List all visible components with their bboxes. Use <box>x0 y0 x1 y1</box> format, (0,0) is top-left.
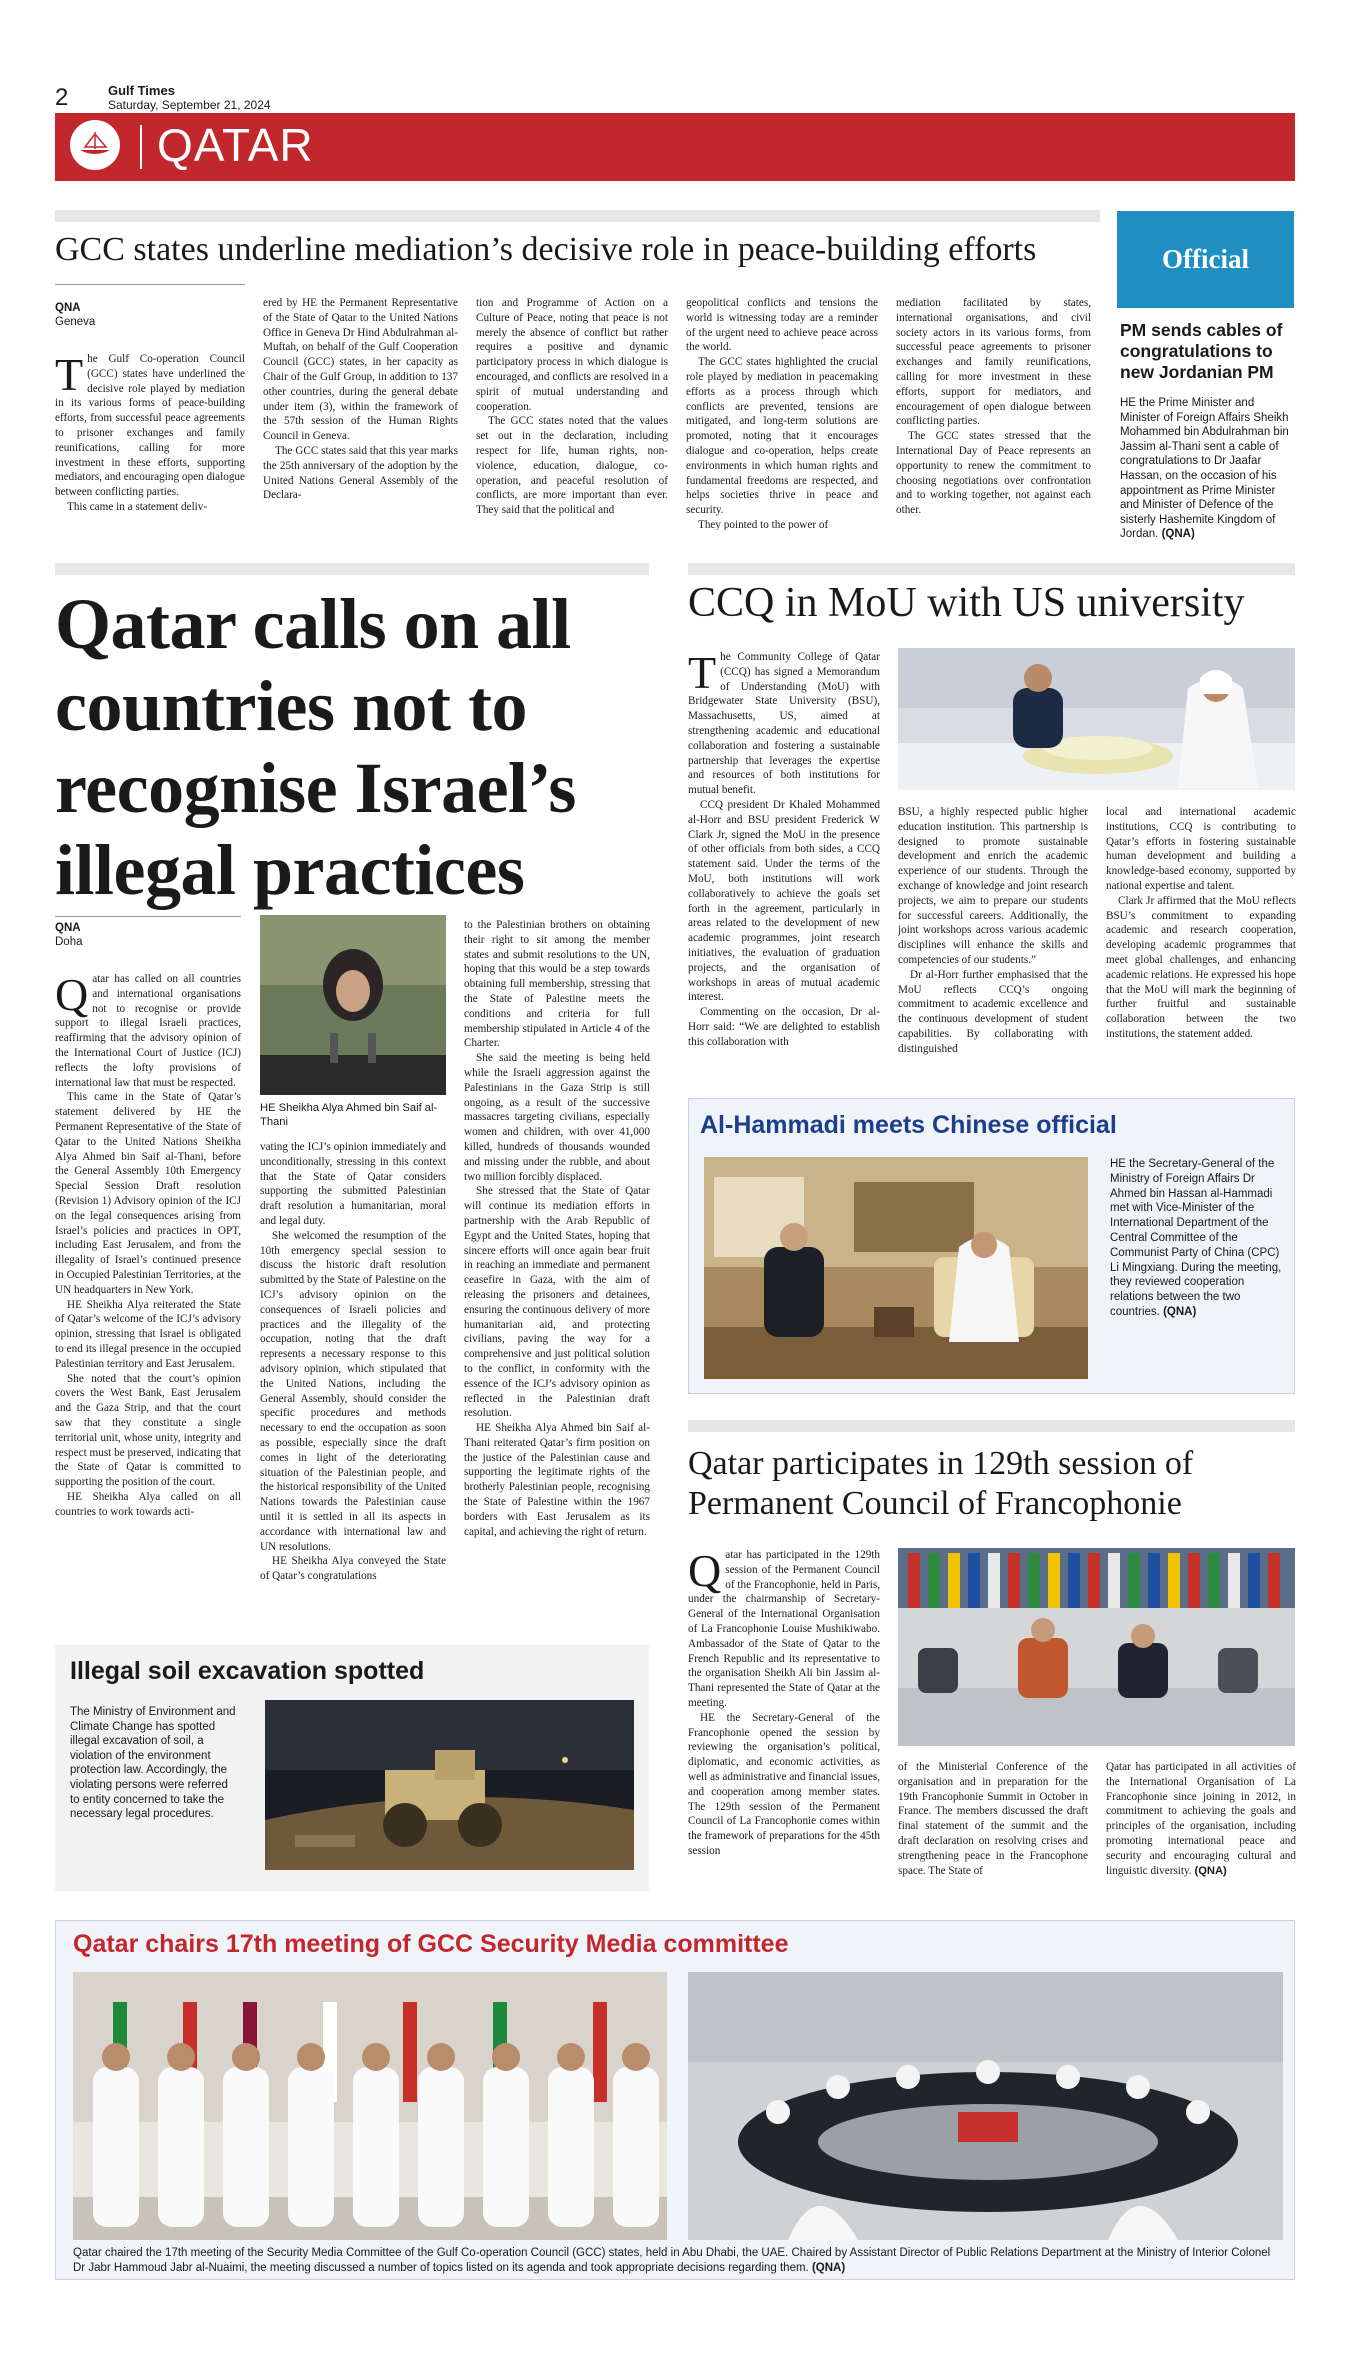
israel-col3-p1: to the Palestinian brothers on obtaining their right to sit among the member states and submit resolutions to the UN, hoping that this would be a step towards obtaining full membership, stressing that the State of Palestine meets the conditions and criteria for full membership stipulated in Article 4 of the Charter. <box>464 919 650 1050</box>
gcc-column-5 <box>896 296 1091 530</box>
story-rule <box>688 1420 1295 1432</box>
israel-col1-p4: She noted that the court’s opinion covers the West Bank, East Jerusalem and the Gaza Strip, and that the court saw that they constitute a single territorial unit, whose unity, integrity and respect must be preserved, indicating that the State of Qatar is committed to supporting the position of the court. <box>55 1372 241 1489</box>
israel-col1-p2: This came in the State of Qatar’s statement delivered by HE the Permanent Representative of the State of Qatar to the United Nations Sheikha Alya Ahmed bin Saif al-Thani, before the General Assembly 10th Emergency Special Session Draft resolution (Revision 1) Advisory opinion of the ICJ on the legal consequences arising from Israel’s policies and practices in OPT, including East Jerusalem, and from the illegality of Israel’s continued presence in Occupied Palestinian Territories, at the UN headquarters in New York. <box>55 1091 241 1296</box>
byline-agency: QNA <box>55 922 81 934</box>
gcc-col5-p1: mediation facilitated by states, international organisations, and civil society actors in its various forms, from successful peace agreements to prisoner exchanges and family reunifications, calling for more investment in these efforts, support for mediators, and encouragement of open dialogue between conflicting parties. <box>896 297 1091 428</box>
ccq-col2-p2: Dr al-Horr further emphasised that the MoU reflects CCQ’s ongoing commitment to academic excellence and the continuous development of student capabilities. By collaborating with distinguished <box>898 968 1088 1055</box>
gcc-column-3 <box>476 296 668 530</box>
page-number: 2 <box>55 84 69 111</box>
franco-column-3 <box>1106 1760 1296 1888</box>
gcc-col3-p2: The GCC states noted that the values set out in the declaration, including respect for life, human rights, non-violence, education, dialogue, co-operation, and peaceful resolution of conflicts, are more important than ever. They said that the political and <box>476 415 668 517</box>
hammadi-caption-text: HE the Secretary-General of the Ministry of Foreign Affairs Dr Ahmed bin Hassan al-Hammadi met with Vice-Minister of the International Department of the Central Committee of the Communist Party of China (CPC) Li Mingxiang. During the meeting, they reviewed cooperation relations between the two countries. <box>1110 1158 1282 1318</box>
israel-col3-p4: HE Sheikha Alya Ahmed bin Saif al-Thani reiterated Qatar’s firm position on the justice of the Palestinian cause and supporting the legitimate rights of the brotherly Palestinian people, recognising the State of Palestine within the 1967 borders with East Jerusalem as its capital, and achieving the right of return. <box>464 1422 650 1538</box>
gcc-column-4 <box>686 296 878 530</box>
franco-headline: Qatar participates in 129th session of Permanent Council of Francophonie <box>688 1445 1194 1522</box>
gcc-media-group-photo <box>73 1972 667 2240</box>
franco-column-1 <box>688 1548 880 1888</box>
story-rule <box>55 563 649 575</box>
israel-col1-p1: Qatar has called on all countries and international organisations not to recognise or provide support to illegal Israeli practices, reaffirming that the advisory opinion of the International Court of Justice (ICJ) reflects the lofty provisions of international law that must be respected. <box>55 972 241 1089</box>
israel-col1-p3: HE Sheikha Alya reiterated the State of Qatar’s welcome of the ICJ’s advisory opinion, stressing that Israel is obligated to end its illegal presence in the occupied Palestinian territory and East Jerusalem. <box>55 1298 241 1370</box>
official-credit: (QNA) <box>1161 528 1195 541</box>
byline-agency: QNA <box>55 302 81 314</box>
franco-col3-text: Qatar has participated in all activities of the International Organisation of La Francophonie since joining in 2012, in commitment to achieving the goals and principles of the organisation, including promoting international peace and security and encouraging cultural and linguistic diversity. <box>1106 1761 1296 1877</box>
gcc-column-1 <box>55 352 245 530</box>
dhow-logo-icon <box>70 120 120 170</box>
section-title: QATAR <box>157 119 314 171</box>
franco-column-2 <box>898 1760 1088 1888</box>
israel-byline <box>55 921 83 949</box>
paper-name: Gulf Times <box>108 83 175 98</box>
israel-headline: Qatar calls on all countries not to recognise Israel’s illegal practices <box>55 584 576 910</box>
official-headline: PM sends cables of congratulations to new Jordanian PM <box>1120 320 1283 382</box>
gcc-col1-p2: This came in a statement deliv- <box>67 500 208 513</box>
gcc-col4-p2: The GCC states highlighted the crucial role played by mediation in peacemaking efforts as a process through which conflicts are prevented, tensions are mitigated, and long-term solutions are promoted, noting that it encourages dialogue and co-operation, helps create environments in which human rights and fundamental freedoms are respected, and helps societies thrive in peace and security. <box>686 356 878 517</box>
franco-credit: (QNA) <box>1194 1864 1227 1877</box>
hammadi-caption <box>1110 1157 1285 1320</box>
ccq-col1-p3: Commenting on the occasion, Dr al-Horr said: “We are delighted to establish this collaboration with <box>688 1006 880 1048</box>
ccq-signing-photo <box>898 648 1295 790</box>
paper-date: Saturday, September 21, 2024 <box>108 98 271 112</box>
israel-col2-p1: vating the ICJ’s opinion immediately and unconditionally, stressing in this context that the State of Qatar considers supporting the submitted Palestinian draft resolution a humanitarian, moral and legal duty. <box>260 1141 446 1227</box>
gcc-col5-p2: The GCC states stressed that the International Day of Peace represents an opportunity to renew the commitment to choosing negotiations over confrontation and to working together, not against each other. <box>896 430 1091 517</box>
ccq-column-1 <box>688 650 880 1070</box>
ccq-col1-p2: CCQ president Dr Khaled Mohammed al-Horr and BSU president Frederick W Clark Jr, signed the MoU in the presence of other officials from both sides, a CCQ statement said. Under the terms of the MoU, both institutions will work collaboratively to achieve the goals set forth in the agreement, particularly in areas related to the development of new academic programmes, joint research initiatives, the evaluation of graduation projects, and the organisation of workshops in areas of mutual academic interest. <box>688 798 880 1004</box>
soil-headline: Illegal soil excavation spotted <box>70 1657 425 1685</box>
ccq-col3-p2: Clark Jr affirmed that the MoU reflects BSU’s commitment to expanding academic and research cooperation, developing academic programmes that meet global challenges, and enhancing academic relations. He expressed his hope that the MoU will mark the beginning of further fruitful and sustainable collaboration between the two institutions, the statement added. <box>1106 894 1296 1040</box>
israel-col2-p2: She welcomed the resumption of the 10th emergency special session to discuss the historic draft resolution submitted by the State of Palestine on the ICJ’s advisory opinion on the consequences of Israeli policies and practices and the illegality of the occupation, noting that the draft represents a necessary response to this advisory opinion, which stipulated that the United Nations, including the General Assembly, should consider the specific procedures and methods necessary to end the occupation as soon as possible, especially since the draft comes in light of the deteriorating situation of the Palestinian people, and the historical responsibility of the United Nations towards the Palestinian cause until it is settled in all its aspects in accordance with international law and UN resolutions. <box>260 1229 446 1553</box>
israel-col1-p5: HE Sheikha Alya called on all countries to work towards acti- <box>55 1490 241 1518</box>
gcc-media-caption <box>73 2246 1278 2276</box>
israel-col2-p3: HE Sheikha Alya conveyed the State of Qatar’s congratulations <box>260 1555 446 1583</box>
byline-place: Doha <box>55 936 83 948</box>
ccq-column-3 <box>1106 805 1296 1070</box>
gcc-media-caption-text: Qatar chaired the 17th meeting of the Security Media Committee of the Gulf Co-operation Council (GCC) states, held in Abu Dhabi, the UAE. Chaired by Assistant Director of Public Relations Department at the Ministry of Interior Colonel Dr Jabr Hammoud Jabr al-Nuaimi, the meeting discussed a number of topics listed on its agenda and took appropriate decisions regarding them. <box>73 2247 1271 2274</box>
francophonie-session-photo <box>898 1548 1295 1746</box>
franco-col1-p2: HE the Secretary-General of the Francophonie opened the session by reviewing the organisation’s political, diplomatic, and economic activities, as well as administrative and financial issues, and cooperation among member states. The 129th session of the Permanent Council of La Francophonie comes within the framework of preparations for the 45th session <box>688 1711 880 1857</box>
official-body-text: HE the Prime Minister and Minister of Foreign Affairs Sheikh Mohammed bin Abdulrahman bin Jassim al-Thani sent a cable of congratulations to Dr Jaafar Hassan, on the occasion of his appointment as Prime Minister and Minister of Defence of the sisterly Hashemite Kingdom of Jordan. <box>1120 397 1289 541</box>
israel-column-3 <box>464 918 650 1624</box>
gcc-column-2 <box>263 296 458 530</box>
israel-column-2 <box>260 1140 446 1624</box>
israel-col3-p2: She said the meeting is being held while the Israeli aggression against the Palestinians in the Gaza Strip is still ongoing, as a result of the successive massacres targeting civilians, especially women and children, with over 41,000 killed, hundreds of thousands wounded and missing under the rubble, and about two million forcibly displaced. <box>464 1052 650 1183</box>
section-divider <box>140 125 142 169</box>
franco-col1-p1: Qatar has participated in the 129th session of the Permanent Council of the Francophonie, held in Paris, under the chairmanship of Secretary-General of the International Organisation of La Francophonie Louise Mushikiwabo. Ambassador of the State of Qatar to the French Republic and its representative to the organisation Sheikh Ali bin Jassim al-Thani represented the State of Qatar at the meeting. <box>688 1548 880 1709</box>
hammadi-credit: (QNA) <box>1163 1305 1197 1318</box>
soil-excavation-photo <box>265 1700 634 1870</box>
story-rule <box>55 210 1100 222</box>
story-rule <box>688 563 1295 575</box>
franco-col3-p1 <box>1106 1760 1296 1878</box>
israel-column-1 <box>55 972 241 1624</box>
gcc-col4-p1: geopolitical conflicts and tensions the world is witnessing today are a reminder of the urgent need to achieve peace across the world. <box>686 297 878 354</box>
byline-rule <box>55 284 245 285</box>
gcc-col3-p1: tion and Programme of Action on a Culture of Peace, noting that peace is not merely the absence of conflict but rather requires a positive and dynamic participatory process in which dialogue is encouraged, and conflicts are resolved in a spirit of mutual understanding and cooperation. <box>476 297 668 413</box>
israel-col3-p3: She stressed that the State of Qatar will continue its mediation efforts in partnership with the Arab Republic of Egypt and the United States, hoping that sincere efforts will once again bear fruit in reaching an immediate and permanent ceasefire in Gaza, with the aim of releasing the prisoners and detainees, ensuring the continuous delivery of more humanitarian aid, and protecting civilians, paving the way for a comprehensive and just political solution to the conflict, in conformity with the essence of the ICJ’s advisory opinion as reflected in the Palestinian draft resolution. <box>464 1185 650 1420</box>
soil-body: The Ministry of Environment and Climate Change has spotted illegal excavation of soil, a violation of the environment protection law. Accordingly, the violating persons were referred to entity concerned to take the necessary legal procedures. <box>70 1706 236 1821</box>
ccq-col3-p1: local and international academic institutions, CCQ is contributing to Qatar’s efforts in fostering sustainable human development and building a knowledge-based economy, supported by national expertise and talent. <box>1106 806 1296 892</box>
gcc-byline <box>55 301 95 329</box>
gcc-media-credit: (QNA) <box>811 2262 846 2274</box>
gcc-col2-p2: The GCC states said that this year marks the 25th anniversary of the adoption by the United Nations General Assembly of the Declara- <box>263 444 458 502</box>
official-body <box>1120 396 1295 542</box>
franco-col2-p1: of the Ministerial Conference of the organisation and in preparation for the 19th Francophonie Summit in October in France. The members discussed the draft final statement of the summit and the draft declaration on resolving crises and strengthening peace in the Francophone space. The State of <box>898 1761 1088 1877</box>
alya-caption: HE Sheikha Alya Ahmed bin Saif al-Thani <box>260 1102 438 1129</box>
alya-photo <box>260 915 446 1095</box>
byline-rule <box>55 916 241 917</box>
ccq-col2-p1: BSU, a highly respected public higher education institution. This partnership is designed to promote sustainable development and enrich the academic experience of our students. Through the exchange of knowledge and joint research projects, we aim to prepare our students for successful careers. Additionally, the joint workshops across various academic disciplines will enhance the skills and competencies of our students.” <box>898 806 1088 966</box>
gcc-col1-p1: The Gulf Co-operation Council (GCC) states have underlined the decisive role played by mediation in its various forms of peace-building efforts, from successful peace agreements to prisoner exchanges and family reunifications, calling for more investment in these efforts, supporting mediators, and encouraging open dialogue between conflicting parties. <box>55 352 245 499</box>
hammadi-meeting-photo <box>704 1157 1088 1379</box>
gcc-media-headline: Qatar chairs 17th meeting of GCC Security Media committee <box>73 1930 789 1958</box>
official-label: Official <box>1117 211 1294 308</box>
gcc-col4-p3: They pointed to the power of <box>698 518 829 530</box>
ccq-column-2 <box>898 805 1088 1070</box>
byline-place: Geneva <box>55 316 96 328</box>
gcc-media-meeting-photo <box>688 1972 1283 2240</box>
gcc-col2-p1: ered by HE the Permanent Representative of the State of Qatar to the United Nations Office in Geneva Dr Hind Abdulrahman al-Muftah, on behalf of the Gulf Cooperation Council (GCC) states, in her capacity as Chair of the Gulf Group, in addition to 137 other countries, during the general debate under item (3), within the framework of the 57th session of the Human Rights Council in Geneva. <box>263 297 458 443</box>
gcc-headline: GCC states underline mediation’s decisive role in peace-building efforts <box>55 231 1037 268</box>
hammadi-headline: Al-Hammadi meets Chinese official <box>700 1111 1117 1139</box>
ccq-col1-p1: The Community College of Qatar (CCQ) has signed a Memorandum of Understanding (MoU) with Bridgewater State University (BSU), Massachusetts, US, aimed at strengthening academic and educational collaboration and fostering a sustainable partnership that leverages the expertise and resources of both institutions for mutual benefit. <box>688 650 880 797</box>
ccq-headline: CCQ in MoU with US university <box>688 580 1245 626</box>
